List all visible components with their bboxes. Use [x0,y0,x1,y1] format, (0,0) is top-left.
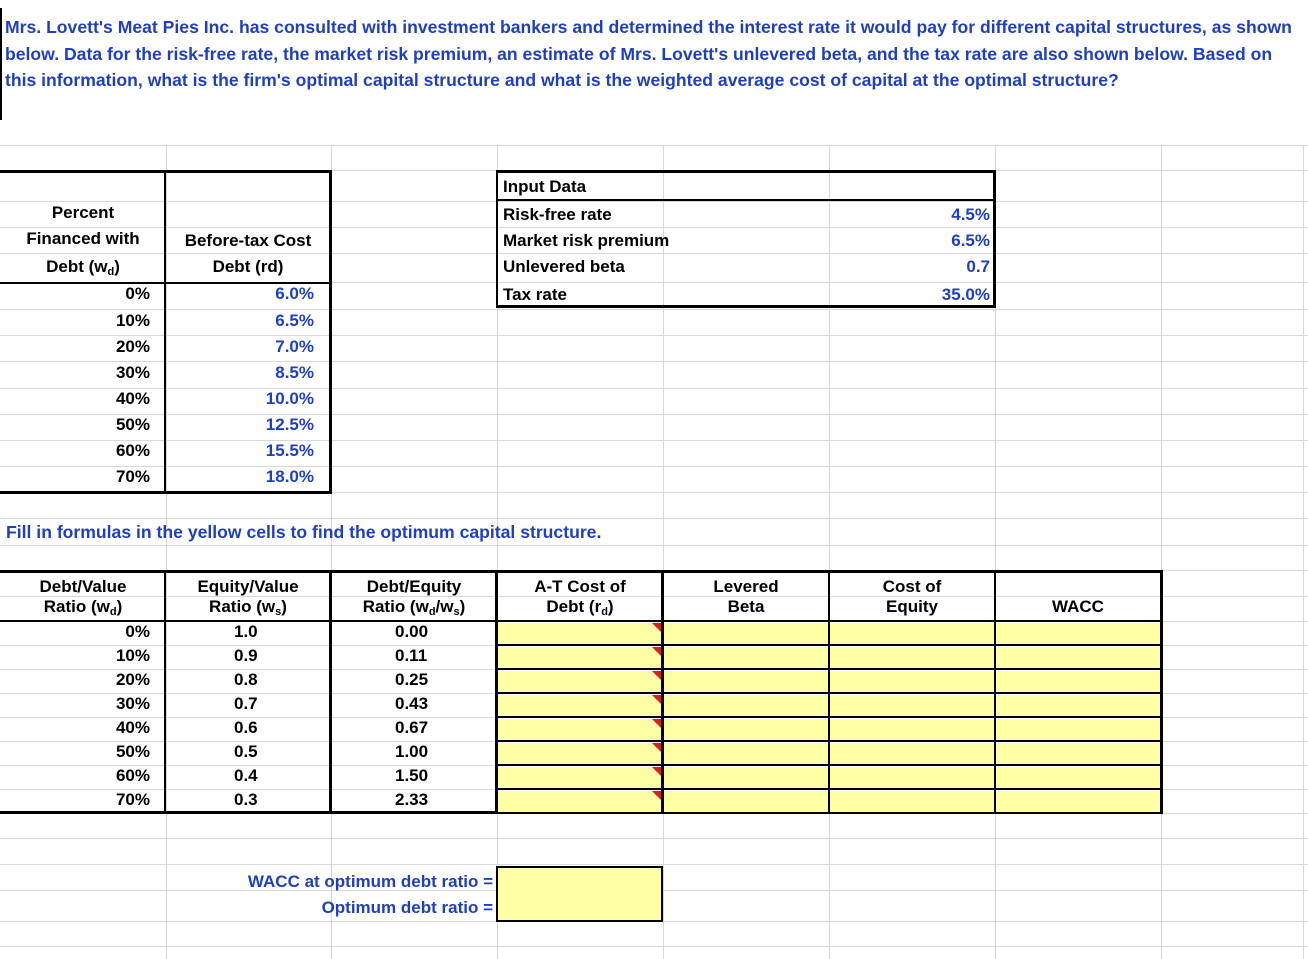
calc-table-header-border [0,620,1163,622]
at-cost-debt-input[interactable] [498,695,661,716]
calc-col-border-7 [1160,570,1163,814]
header-debt-value [0,577,166,617]
header-debt-equity [332,577,496,617]
header-debt-wd-sub: d [107,266,115,278]
input-box-left [496,170,498,308]
debt-cost-cell[interactable]: 6.5% [275,311,314,330]
grid-col-line [1161,145,1162,959]
header-cost-of-equity [830,577,994,617]
header-debt-wd-text: Debt (w [46,257,108,276]
calc-dv-cell[interactable]: 50% [115,742,150,761]
problem-statement: Mrs. Lovett's Meat Pies Inc. has consulted with investment bankers and determined the interest rate it would pay for different capital structures, as shown below. Data for the risk-free rate, the market risk premium, an estimate of Mrs. Lovett's unlevered beta, and the tax rate are also shown below. Based on this information, what is the firm's optimal capital structure and what is the weighted average cost of capital at the optimal structure? [5,17,1292,90]
hde-b: /w [435,597,454,616]
hde-c: ) [459,597,466,616]
instruction-text: Fill in formulas in the yellow cells to find the optimum capital structure. [6,522,602,542]
header-debt-equity-l1: Debt/Equity [366,577,462,596]
header-cost-of-equity-l1: Cost of [882,577,942,596]
wacc-input[interactable] [996,623,1160,644]
header-debt-equity-l2 [332,597,496,617]
debt-pct-cell[interactable]: 70% [115,467,150,486]
cost-of-equity-input[interactable] [830,767,994,788]
input-label: Market risk premium [503,231,670,250]
header-levered-beta [664,577,828,617]
debt-pct-cell[interactable]: 60% [115,441,150,460]
grid-row-line [0,145,1308,146]
at-cost-debt-input[interactable] [498,791,661,812]
debt-cost-cell[interactable]: 7.0% [275,337,314,356]
input-box-bottom [496,305,996,308]
input-value[interactable]: 35.0% [941,285,990,304]
cost-of-equity-input[interactable] [830,743,994,764]
header-at-cost-debt [498,577,662,617]
calc-dv-cell[interactable]: 30% [115,694,150,713]
yellow-row-border [498,788,1160,790]
hde-a: Ratio (w [362,597,429,616]
hatc-sub: d [601,606,608,618]
wacc-input[interactable] [996,767,1160,788]
calc-dv-cell[interactable]: 20% [115,670,150,689]
debt-table-bottom-border [0,491,332,494]
calc-ev-cell[interactable]: 0.3 [234,790,258,809]
grid-row-line [0,946,1308,947]
comment-indicator-icon[interactable] [652,695,661,704]
header-wacc: WACC [1052,597,1104,616]
header-levered-beta-l2: Beta [727,597,765,616]
hev-sub: s [275,606,282,618]
wacc-input[interactable] [996,647,1160,668]
calc-de-cell[interactable]: 0.11 [395,646,428,665]
levered-beta-input[interactable] [664,791,828,812]
input-value[interactable]: 6.5% [951,231,990,250]
header-debt-value-l1: Debt/Value [39,577,127,596]
calc-ev-cell[interactable]: 0.9 [234,646,258,665]
header-equity-value-l2 [166,597,330,617]
levered-beta-input[interactable] [664,767,828,788]
header-financed-with: Financed with [26,229,140,248]
input-value[interactable]: 0.7 [966,257,990,276]
grid-row-line [0,864,1308,865]
at-cost-debt-input[interactable] [498,647,661,668]
calc-dv-cell[interactable]: 0% [125,622,150,641]
debt-cost-cell[interactable]: 6.0% [275,284,314,303]
header-debt-wd-tail: ) [114,257,120,276]
debt-cost-cell[interactable]: 10.0% [265,389,314,408]
debt-pct-cell[interactable]: 10% [115,311,150,330]
wacc-optimum-label: WACC at optimum debt ratio = [247,872,493,891]
hev-a: Ratio (w [209,597,276,616]
header-debt-wd [0,257,166,277]
grid-row-line [0,361,1308,362]
hdv-a: Ratio (w [43,597,110,616]
debt-pct-cell[interactable]: 20% [115,337,150,356]
grid-col-line [663,145,664,959]
calc-de-cell[interactable]: 2.33 [395,790,429,809]
levered-beta-input[interactable] [664,623,828,644]
cost-of-equity-input[interactable] [830,647,994,668]
debt-pct-cell[interactable]: 0% [125,284,150,303]
levered-beta-input[interactable] [664,695,828,716]
levered-beta-input[interactable] [664,647,828,668]
wacc-optimum-cell[interactable] [498,868,661,894]
hde-sub2: s [453,606,460,618]
hatc-a: Debt (r [546,597,602,616]
calc-de-cell[interactable]: 0.25 [395,670,429,689]
yellow-row-border [498,668,1160,670]
grid-row-line [0,227,1308,228]
calc-ev-cell[interactable]: 1.0 [234,622,258,641]
comment-indicator-icon[interactable] [652,791,661,800]
at-cost-debt-input[interactable] [498,671,661,692]
input-box-top [496,170,996,173]
grid-row-line [0,838,1308,839]
yellow-row-border [498,716,1160,718]
input-label: Risk-free rate [503,205,612,224]
input-box-right [993,170,996,308]
yellow-row-border [498,764,1160,766]
calc-ev-cell[interactable]: 0.7 [234,694,258,713]
calc-de-cell[interactable]: 1.00 [395,742,429,761]
comment-indicator-icon[interactable] [652,719,661,728]
hatc-b: ) [607,597,614,616]
header-at-cost-l1: A-T Cost of [534,577,626,596]
levered-beta-input[interactable] [664,719,828,740]
calc-ev-cell[interactable]: 0.5 [234,742,258,761]
debt-table-right-border [329,170,332,494]
header-equity-value [166,577,330,617]
calc-de-cell[interactable]: 0.43 [395,694,429,713]
calc-ev-cell[interactable]: 0.4 [234,766,258,785]
hdv-b: ) [116,597,123,616]
calc-ev-cell[interactable]: 0.6 [234,718,258,737]
input-value[interactable]: 4.5% [951,205,990,224]
input-label: Unlevered beta [503,257,625,276]
debt-cost-cell[interactable]: 8.5% [275,363,314,382]
comment-indicator-icon[interactable] [652,623,661,632]
header-debt-value-l2 [0,597,166,617]
cost-of-equity-input[interactable] [830,671,994,692]
header-equity-value-l1: Equity/Value [197,577,299,596]
levered-beta-input[interactable] [664,671,828,692]
grid-row-line [0,518,1308,519]
cost-of-equity-input[interactable] [830,791,994,812]
header-cost-of-equity-l2: Equity [886,597,938,616]
calc-de-cell[interactable]: 0.00 [395,622,429,641]
debt-table-top-border [0,170,332,173]
hde-sub1: d [428,606,436,618]
levered-beta-input[interactable] [664,743,828,764]
header-percent: Percent [51,203,115,222]
wacc-input[interactable] [996,791,1160,812]
debt-cost-cell[interactable]: 12.5% [265,415,314,434]
calc-dv-cell[interactable]: 60% [115,766,150,785]
at-cost-debt-input[interactable] [498,623,661,644]
hev-b: ) [281,597,287,616]
yellow-row-border [498,740,1160,742]
calc-dv-cell[interactable]: 10% [115,646,150,665]
hdv-sub: d [109,606,117,618]
cost-of-equity-input[interactable] [830,623,994,644]
debt-pct-cell[interactable]: 30% [115,363,150,382]
comment-indicator-icon[interactable] [652,647,661,656]
grid-row-line [0,201,1308,202]
input-label: Tax rate [503,285,567,304]
comment-indicator-icon[interactable] [652,671,661,680]
yellow-row-border [498,812,1160,814]
at-cost-debt-input[interactable] [498,719,661,740]
calc-de-cell[interactable]: 0.67 [395,718,429,737]
at-cost-debt-input[interactable] [498,743,661,764]
grid-row-line [0,335,1308,336]
grid-row-line [0,309,1308,310]
grid-row-line [0,253,1308,254]
optimum-debt-ratio-cell[interactable] [498,894,661,920]
calc-ev-cell[interactable]: 0.8 [234,670,258,689]
wacc-input[interactable] [996,719,1160,740]
yellow-row-border [498,692,1160,694]
calc-dv-cell[interactable]: 70% [115,790,150,809]
calc-de-cell[interactable]: 1.50 [395,766,429,785]
calc-table-top [0,570,1163,573]
header-debt-rd: Debt (rd) [212,257,284,276]
at-cost-debt-input[interactable] [498,767,661,788]
input-box-title-border [496,199,996,201]
yellow-row-border [498,644,1160,646]
debt-cost-cell[interactable]: 15.5% [265,441,314,460]
cost-of-equity-input[interactable] [830,695,994,716]
comment-indicator-icon[interactable] [652,767,661,776]
header-at-cost-l2 [498,597,662,617]
calc-dv-cell[interactable]: 40% [115,718,150,737]
selected-cell-border [0,8,2,120]
input-data-title: Input Data [503,177,587,196]
grid-col-line [1303,145,1304,959]
header-before-tax-cost: Before-tax Cost [184,231,312,250]
debt-pct-cell[interactable]: 40% [115,389,150,408]
wacc-input[interactable] [996,695,1160,716]
debt-pct-cell[interactable]: 50% [115,415,150,434]
debt-cost-cell[interactable]: 18.0% [265,467,314,486]
wacc-input[interactable] [996,743,1160,764]
wacc-input[interactable] [996,671,1160,692]
comment-indicator-icon[interactable] [652,743,661,752]
cost-of-equity-input[interactable] [830,719,994,740]
grid-row-line [0,545,1308,546]
optimum-debt-ratio-label: Optimum debt ratio = [321,898,493,917]
header-levered-beta-l1: Levered [713,577,779,596]
